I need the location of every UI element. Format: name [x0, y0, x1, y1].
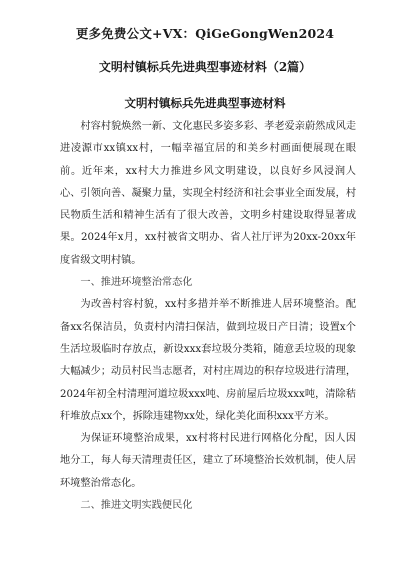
- text-line: 设置x个生活垃圾临时存放点，新设xxx套垃圾分类箱，随: [60, 321, 356, 355]
- text-line: 为保证环境整治成果，xx村将村民进行网格化分配，因: [80, 433, 336, 445]
- text-line: 改善，文明乡村建设取得显著成果。2024年x月，xx村被: [60, 210, 357, 244]
- intro-paragraph: [60, 116, 356, 272]
- text-line: 为改善村容村貌，xx村多措并举不断推进人居环境整治。: [80, 299, 346, 311]
- section-title: 文明村镇标兵先进典型事迹材料: [124, 96, 286, 110]
- text-line: 和社会事业全面发展，村民物质生活和精神生活有了很大: [60, 187, 357, 222]
- text-line: 边的积存垃圾进行清理，2024年初全村清理河道垃圾xxx: [60, 366, 357, 400]
- grid-management-paragraph: [60, 428, 356, 495]
- heading-civilization-practice: 二、推进文明实践便民化: [80, 500, 193, 512]
- text-line: 吨、房前屋后垃圾xxx吨，清除秸秆堆放点xx个，拆除违: [60, 388, 356, 422]
- text-line: 机制，使人居环境整治常态化。: [60, 455, 357, 489]
- text-line: 人因地分工，每人每天清理责任区，建立了环境整治长效: [60, 433, 357, 467]
- text-line: 配备xx名保洁员，负责村内清扫保洁，做到垃圾日产日清；: [60, 299, 356, 333]
- text-line: 便展现在眼前。近年来，xx村大力推进乡风文明建设，以: [60, 143, 357, 177]
- text-line: 省文明办、省人社厅评为20xx-20xx年度省级文明村镇。: [60, 232, 356, 266]
- document-body: [60, 116, 356, 517]
- text-line: 意丢垃圾的现象大幅减少；动员村民当志愿者，对村庄周: [60, 343, 357, 378]
- text-line: 成风走进凌源市xx镇xx村，一幅幸福宜居的和美乡村画面: [60, 121, 357, 155]
- document-title: 文明村镇标兵先进典型事迹材料（2篇）: [98, 60, 312, 74]
- environment-paragraph: [60, 294, 356, 428]
- heading-environment: 一、推进环境整治常态化: [80, 277, 193, 289]
- text-line: 良好乡风浸润人心、引领向善、凝聚力量，实现全村经济: [60, 165, 356, 199]
- text-line: 建物xx处，绿化美化面积xxx平方米。: [163, 410, 335, 422]
- promo-header: 更多免费公文+VX：QiGeGongWen2024: [75, 26, 335, 41]
- text-line: 村容村貌焕然一新、文化惠民多姿多彩、孝老爱亲蔚然: [80, 121, 326, 132]
